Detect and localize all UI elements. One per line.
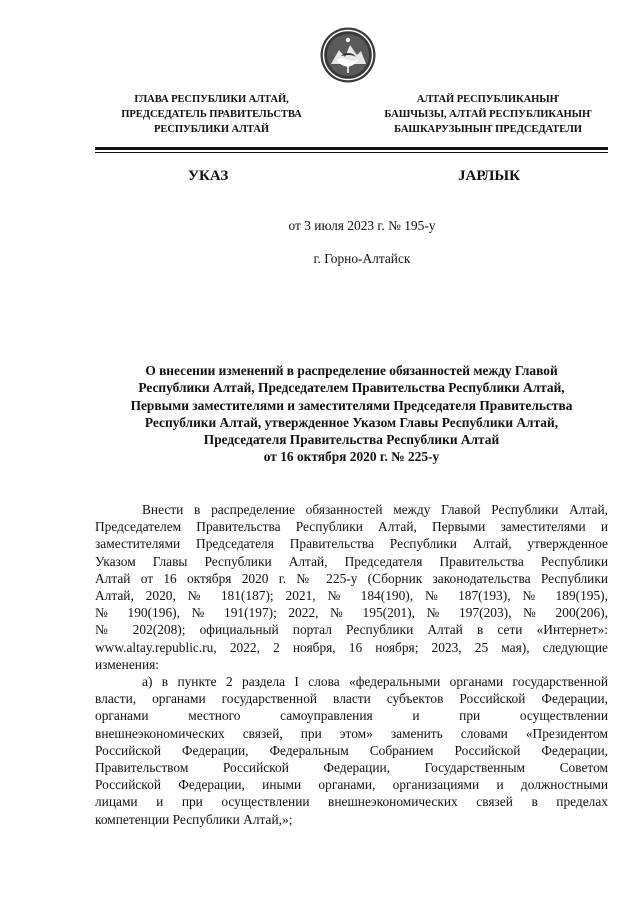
body-line: а) в пункте 2 раздела I слова «федеральными органами государственной [142,674,608,690]
body-line: Алтай от 16 октября 2020 г. № 225-у (Сборник законодательства Республики [95,570,608,586]
doc-type-ukaz: УКАЗ [188,168,229,184]
body-line: www.altay.republic.ru, 2022, 2 ноября, 16 ноября; 2023, 25 мая), следующие [95,639,608,655]
header-divider-thin [95,152,608,153]
body-line: № 202(208); официальный портал Республики Алтай в сети «Интернет»: [95,622,608,638]
title-line: Республики Алтай, Председателем Правительства Республики Алтай, [138,380,565,396]
body-line: № 190(196), № 191(197); 2022, № 195(201), № 197(203), № 200(206), [95,605,608,621]
header-divider-thick [95,147,608,150]
body-line: Указом Главы Республики Алтай, Председателя Правительства Республики [95,553,608,569]
title-line: О внесении изменений в распределение обязанностей между Главой [145,363,558,378]
decree-date-number: от 3 июля 2023 г. № 195-у [288,218,436,233]
body-line: Российской Федерации, иными органами, организациями и должностными [95,777,608,793]
decree-title [95,362,608,466]
header-left-line-3: РЕСПУБЛИКИ АЛТАЙ [153,124,270,135]
doc-type-jarlyk: JАРЛЫК [458,168,521,184]
body-line: Председателем Правительства Республики Алтай, Первыми заместителями и [95,519,608,535]
header-left-line-1: ГЛАВА РЕСПУБЛИКИ АЛТАЙ, [134,94,289,105]
decree-body [95,501,608,828]
body-line: заместителями Председателя Правительства Республики Алтай, утвержденное [95,536,608,552]
header-left-block [89,92,334,137]
title-line: Республики Алтай, утвержденное Указом Главы Республики Алтай, [144,414,559,430]
body-line: Внести в распределение обязанностей между Главой Республики Алтай, [142,502,608,517]
title-line: Первыми заместителями и заместителями Председателя Правительства [130,397,573,413]
body-line: изменения: [95,656,160,672]
body-line: Алтай, 2020, № 181(187); 2021, № 184(190), № 187(193), № 189(195), [95,588,608,604]
header-left-line-2: ПРЕДСЕДАТЕЛЬ ПРАВИТЕЛЬСТВА [121,109,302,120]
body-line: компетенции Республики Алтай,»; [95,811,293,827]
header-right-block [363,92,613,137]
body-line: власти, органами государственной власти субъектов Российской Федерации, [95,691,608,707]
altai-republic-emblem-icon [319,26,377,84]
body-line: Российской Федерации, Федеральным Собранием Российской Федерации, [95,742,608,758]
header-right-line-3: БАШКАРУЗЫНЫҤ ПРЕДСЕДАТЕЛИ [394,124,582,135]
decree-city: г. Горно-Алтайск [313,251,411,266]
body-line: Правительством Российской Федерации, Государственным Советом [95,760,608,776]
body-line: лицами и при осуществлении внешнеэкономических связей в пределах [95,794,608,810]
title-line: от 16 октября 2020 г. № 225-у [263,449,440,465]
body-line: органами местного самоуправления и при осуществлении [95,708,608,724]
title-line: Председателя Правительства Республики Алтай [203,432,500,448]
header-right-line-2: БАШЧЫЗЫ, АЛТАЙ РЕСПУБЛИКАНЫҤ [384,109,592,120]
body-line: внешнеэкономических связей, при этом» заменить словами «Президентом [95,725,608,741]
header-right-line-1: АЛТАЙ РЕСПУБЛИКАНЫҤ [416,94,560,105]
